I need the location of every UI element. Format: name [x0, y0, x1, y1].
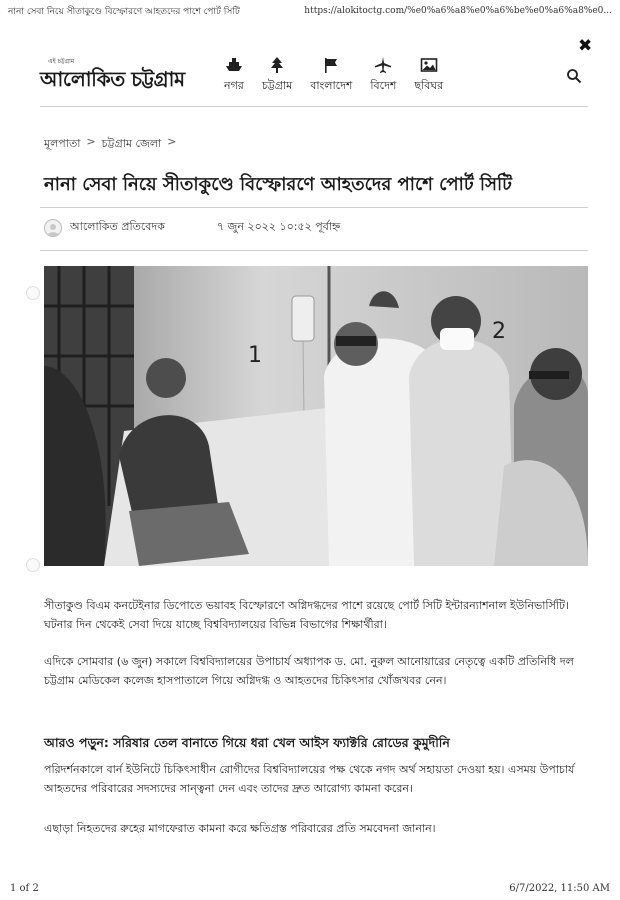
nav-label: নগর [224, 79, 244, 92]
bed-number-1: 1 [248, 343, 262, 368]
header-divider [40, 106, 588, 107]
nav-item-city[interactable] [224, 56, 244, 96]
nav-label: বিদেশ [370, 79, 397, 92]
ship-icon [225, 56, 243, 74]
article-author[interactable]: আলোকিত প্রতিবেদক [70, 220, 165, 233]
avatar [44, 219, 62, 237]
article-paragraph: সীতাকুণ্ড বিএম কনটেইনার ডিপোতে ভয়াবহ বিস্ফোরণে অগ্নিদগ্ধদের পাশে রয়েছে পোর্ট সিটি ইন্টারন্যাশনাল ইউনিভার্সিটি। ঘটনার দিন থেকেই সেবা দিয়ে যাচ্ছে বিশ্ববিদ্যালয়ের বিভিন্ন বিভাগের শিক্ষার্থীরা। [44, 599, 569, 631]
print-url: https://alokitoctg.com/%e0%a6%a8%e0%a6%be%e0%a6%a8%e0... [304, 6, 612, 16]
article-meta [44, 218, 340, 237]
punch-hole [26, 286, 40, 300]
flag-icon [322, 56, 340, 74]
nav-label: চট্টগ্রাম [261, 79, 293, 92]
breadcrumb-separator: > [167, 135, 177, 148]
print-timestamp: 6/7/2022, 11:50 AM [509, 882, 610, 894]
nav-label: বাংলাদেশ [310, 79, 353, 92]
main-nav [224, 56, 461, 96]
site-header [40, 52, 588, 100]
article-paragraph: এছাড়া নিহতদের রুহের মাগফেরাত কামনা করে ক্ষতিগ্রস্ত পরিবারের প্রতি সমবেদনা জানান। [44, 822, 436, 835]
nav-item-international[interactable] [370, 56, 396, 96]
nav-item-chattogram[interactable] [262, 56, 292, 96]
close-icon[interactable]: ✖ [578, 36, 593, 56]
hospital-visit-photo [44, 266, 588, 566]
user-icon [46, 222, 60, 236]
logo-text: আলোকিত চট্টগ্রাম [40, 67, 185, 91]
nav-item-gallery[interactable] [414, 56, 443, 96]
bed-number-2: 2 [492, 319, 506, 344]
meta-divider [40, 250, 588, 251]
image-icon [420, 56, 438, 74]
article-headline: নানা সেবা নিয়ে সীতাকুণ্ডে বিস্ফোরণে আহতদের পাশে পোর্ট সিটি [44, 174, 512, 195]
breadcrumb-separator: > [86, 135, 96, 148]
read-more-link[interactable]: আরও পড়ুন: সরিষার তেল বানাতে গিয়ে ধরা খেল আইস ফ্যাক্টরি রোডের কুমুদীনি [44, 735, 450, 750]
breadcrumb-category[interactable]: চট্টগ্রাম জেলা [101, 137, 162, 150]
nav-label: ছবিঘর [414, 79, 444, 92]
print-header [0, 0, 620, 22]
site-logo[interactable] [40, 56, 218, 96]
breadcrumb [44, 135, 176, 154]
airplane-icon [374, 56, 392, 74]
print-page-title: নানা সেবা নিয়ে সীতাকুণ্ডে বিস্ফোরণে আহতদের পাশে পোর্ট সিটি [8, 6, 240, 17]
article-paragraph: পরিদর্শনকালে বার্ন ইউনিটে চিকিৎসাধীন রোগীদের বিশ্ববিদ্যালয়ের পক্ষ থেকে নগদ অর্থ সহায়তা দেওয়া হয়। এসময় উপাচার্য আহতদের পরিবারের সদস্যদের সান্ত্বনা দেন এবং তাদের দ্রুত আরোগ্য কামনা করেন। [44, 763, 575, 795]
logo-tagline: এই চট্টগ্রাম [48, 58, 75, 65]
punch-hole [26, 558, 40, 572]
article-photo [44, 266, 588, 566]
nav-item-bangladesh[interactable] [310, 56, 352, 96]
print-footer [0, 876, 620, 900]
article-paragraph: এদিকে সোমবার (৬ জুন) সকালে বিশ্ববিদ্যালয়ের উপাচার্য অধ্যাপক ড. মো. নুরুল আনোয়ারের নেতৃত্বে একটি প্রতিনিধি দল চট্টগ্রাম মেডিকেল কলেজ হাসপাতালে গিয়ে অগ্নিদগ্ধ ও আহতদের চিকিৎসার খোঁজখবর নেন। [44, 655, 574, 687]
search-icon[interactable] [566, 68, 582, 84]
breadcrumb-home[interactable]: মূলপাতা [44, 137, 81, 150]
headline-divider [40, 207, 588, 208]
tree-icon [268, 56, 286, 74]
article-date: ৭ জুন ২০২২ ১০:৫২ পূর্বাহ্ন [216, 220, 341, 233]
print-page-number: 1 of 2 [10, 882, 39, 894]
